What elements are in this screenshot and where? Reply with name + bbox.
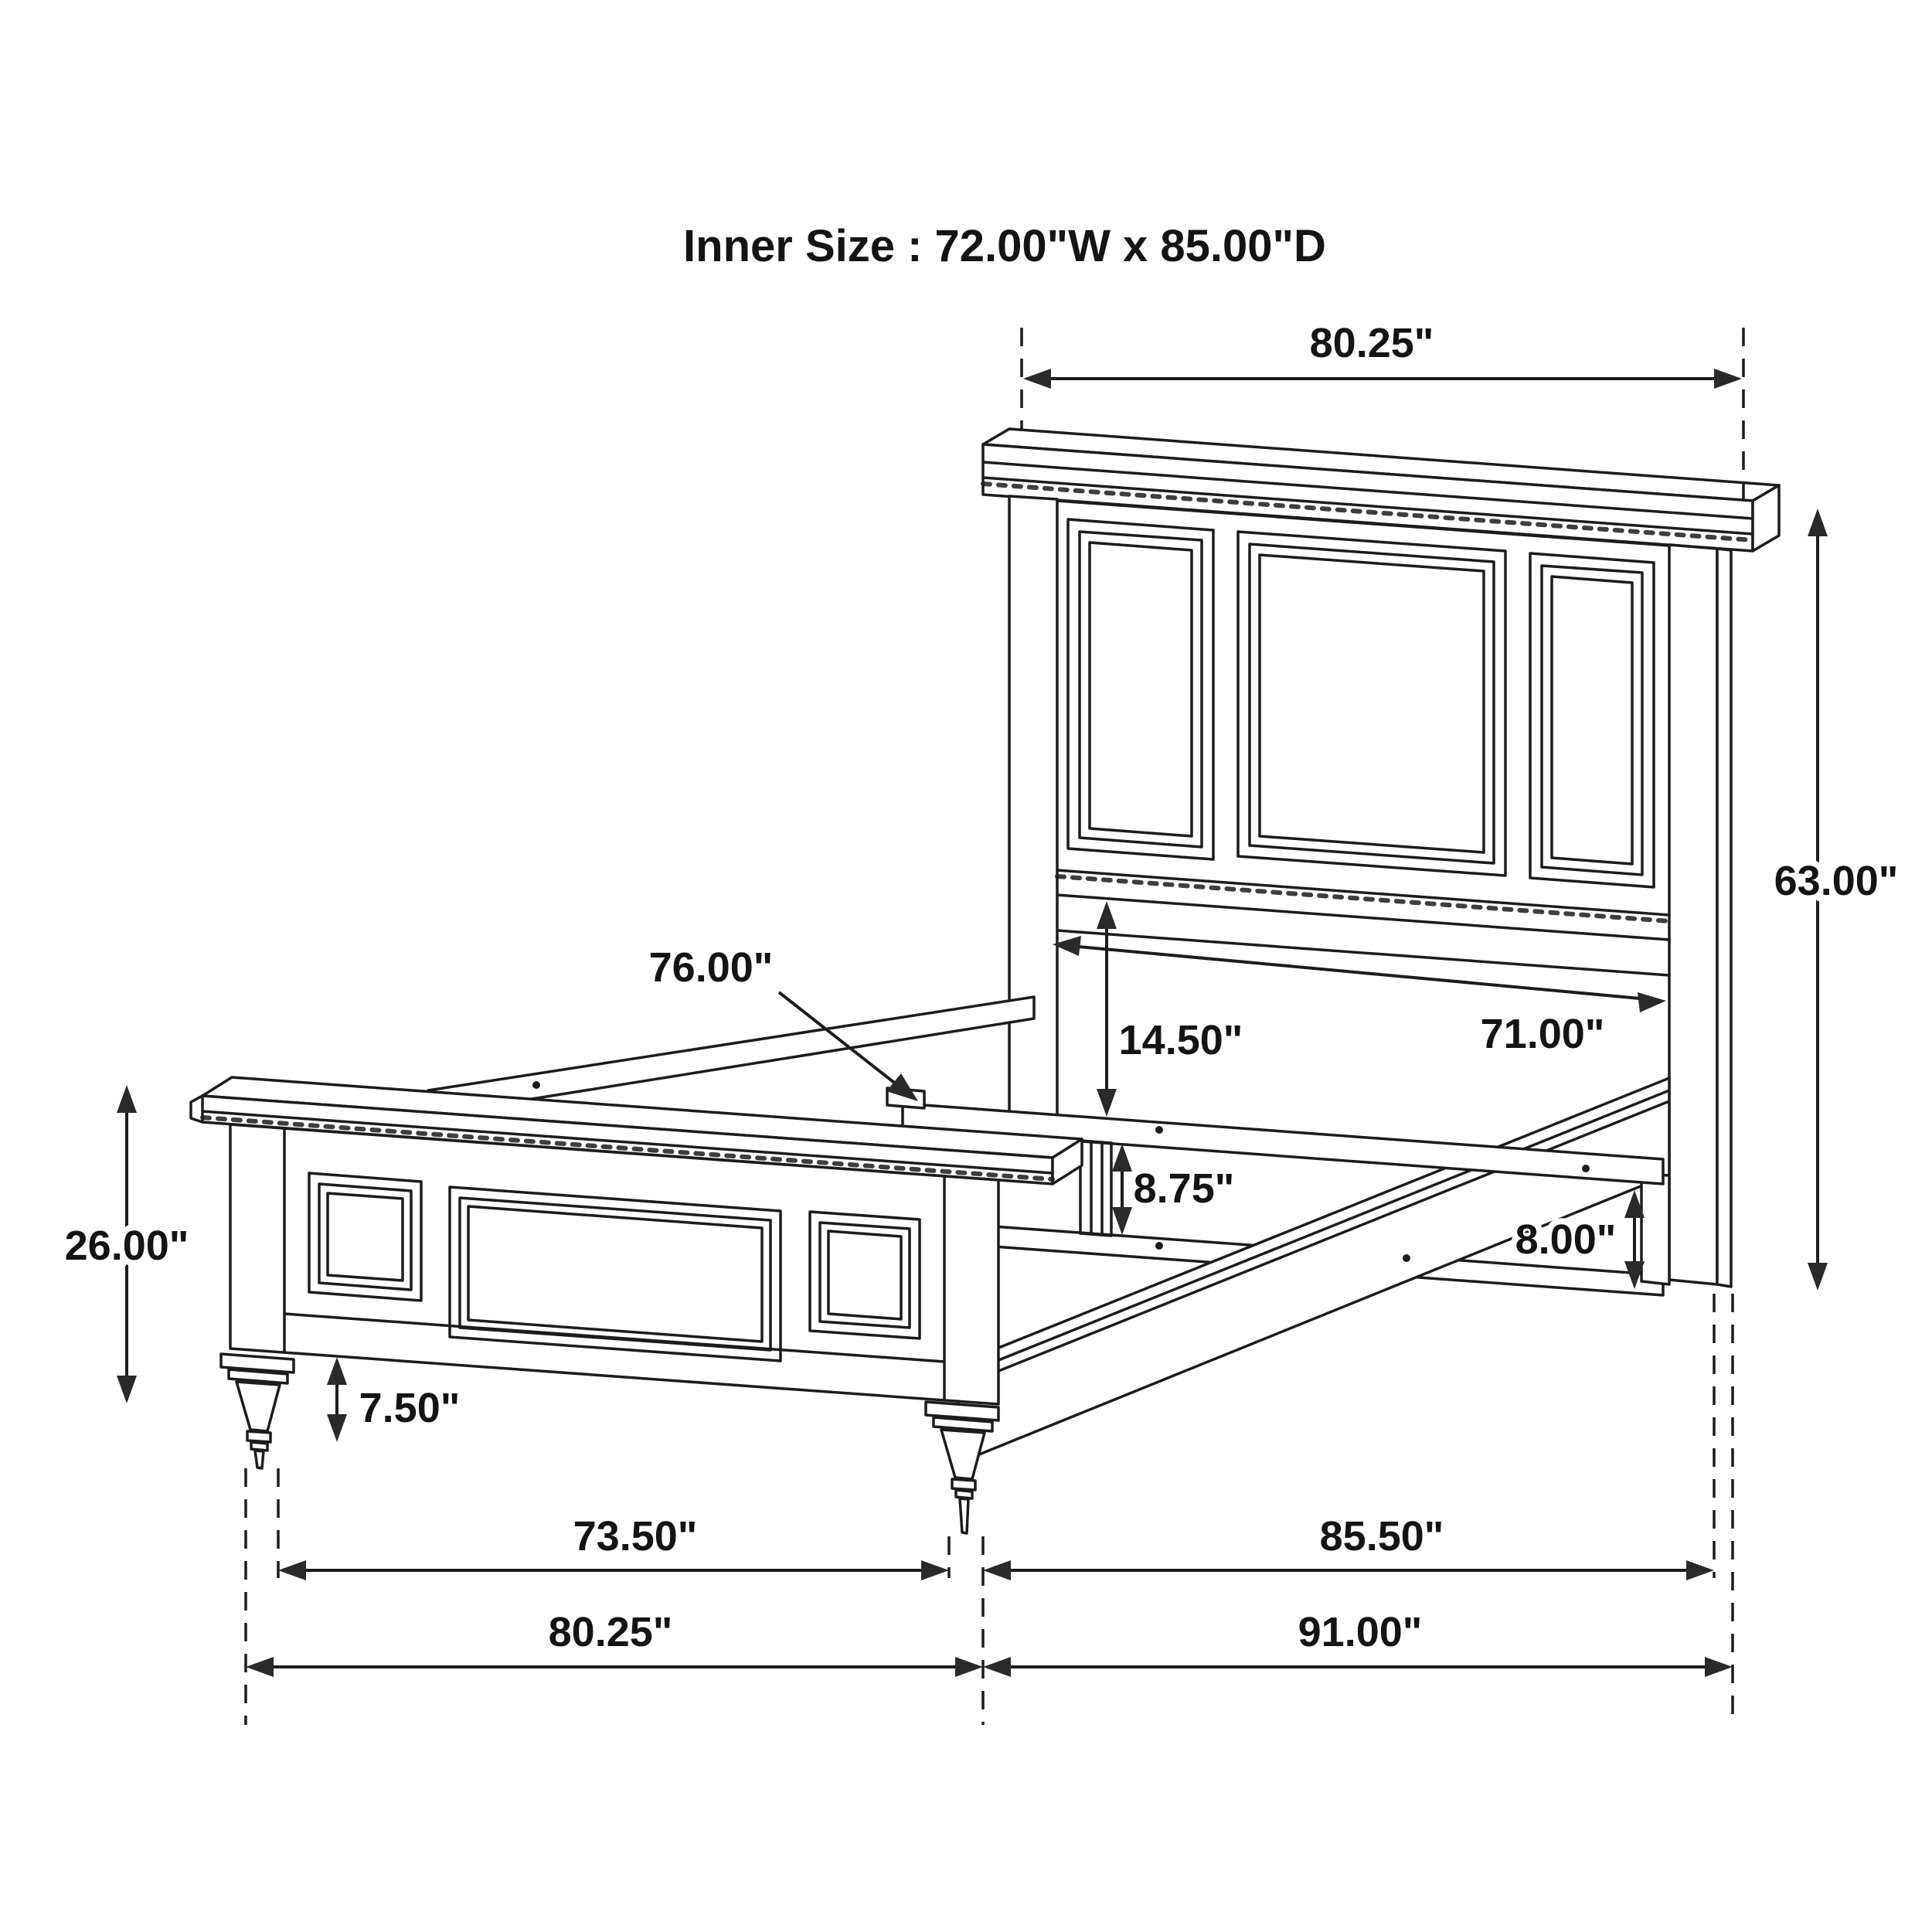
dim-side-outer-span-label: 85.50"	[1319, 1513, 1444, 1560]
side-rail-left	[428, 997, 1034, 1113]
leg-tip	[960, 1498, 968, 1533]
leg-ring	[952, 1479, 975, 1490]
dim-inner-width-label: 71.00"	[1480, 1011, 1605, 1057]
leg-ring	[251, 1442, 267, 1451]
slat-support-leg	[1080, 1141, 1111, 1236]
leg-ring	[956, 1490, 972, 1498]
leg-taper	[941, 1430, 985, 1479]
footboard	[191, 1077, 1082, 1533]
dim-footboard-inner-span	[278, 1560, 949, 1580]
dim-footboard-height-label: 26.00"	[64, 1223, 189, 1269]
headboard-panel-right	[1530, 553, 1654, 887]
screw-dot	[532, 1081, 540, 1089]
dim-side-outer-span	[983, 1560, 1714, 1580]
headboard-bottom-rail-bottom	[1057, 895, 1669, 940]
dim-panel-to-rail-gap-label: 14.50"	[1118, 1017, 1243, 1063]
dim-footboard-width-label: 80.25"	[548, 1609, 673, 1655]
drawing-title: Inner Size : 72.00"W x 85.00"D	[683, 221, 1326, 271]
dim-rail-board-height	[1112, 1144, 1132, 1235]
bed-line-art	[191, 429, 1779, 1533]
headboard-panel-center	[1238, 532, 1505, 876]
headboard-right-post	[1669, 545, 1717, 1284]
side-rail-left-board	[428, 997, 1034, 1113]
dim-footboard-leg-height-label: 7.50"	[359, 1385, 461, 1431]
headboard-left-post	[1009, 496, 1057, 1144]
dim-headboard-width-label: 80.25"	[1309, 320, 1434, 366]
footboard-left-leg	[221, 1354, 294, 1468]
screw-dot	[1403, 1254, 1410, 1262]
dim-footboard-width	[246, 1657, 983, 1677]
dim-footboard-inner-span-label: 73.50"	[573, 1513, 698, 1560]
headboard-bottom-rail-top	[1057, 870, 1669, 915]
dim-side-rail-length-label: 76.00"	[648, 944, 774, 991]
leg-taper	[236, 1382, 280, 1431]
side-rail-right-corner-block	[1641, 1174, 1669, 1284]
leg-ring	[247, 1431, 270, 1442]
headboard-right-post-side	[1717, 549, 1731, 1287]
dim-inner-width	[1053, 936, 1666, 1012]
headboard-panel-right-inner	[1552, 577, 1632, 864]
screw-dot	[1155, 1242, 1163, 1250]
headboard-panel-left-bevel	[1080, 532, 1202, 847]
dim-headboard-height-label: 63.00"	[1774, 858, 1899, 904]
dim-rail-floor-clearance-label: 8.00"	[1515, 1216, 1617, 1263]
headboard-panel-center-bevel	[1250, 544, 1494, 863]
screw-dot	[1155, 1126, 1163, 1134]
headboard-panel-right-bevel	[1542, 566, 1642, 875]
dim-headboard-width	[1023, 369, 1742, 389]
screw-dot	[1582, 1165, 1590, 1172]
footboard-right-leg	[926, 1402, 998, 1533]
dim-overall-depth-label: 91.00"	[1298, 1609, 1423, 1655]
headboard-panel-left-inner	[1090, 543, 1192, 836]
leg-tip	[255, 1451, 264, 1468]
headboard-bottom-rail-shading	[1057, 876, 1669, 921]
headboard-panel-center-inner	[1260, 555, 1484, 852]
dim-rail-board-height-label: 8.75"	[1133, 1165, 1235, 1212]
dim-overall-depth	[983, 1657, 1733, 1677]
dim-footboard-leg-height	[327, 1357, 347, 1442]
